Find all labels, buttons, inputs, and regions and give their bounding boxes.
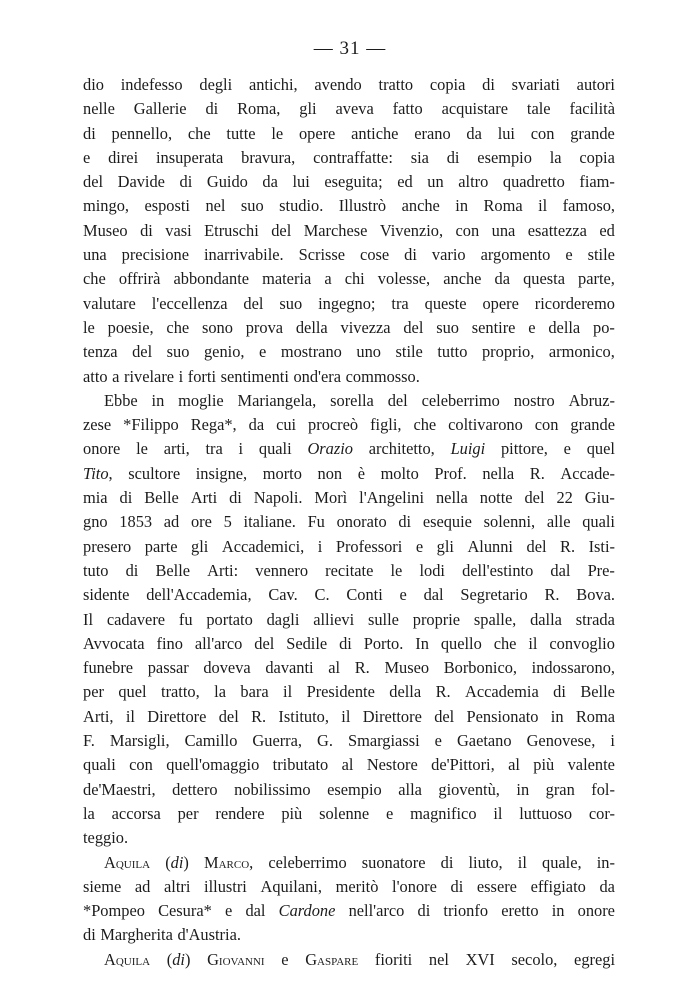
- text-line: che offrirà abbondante materia a chi volesse, anche da questa parte,: [83, 269, 615, 289]
- text-line: mingo, esposti nel suo studio. Illustrò anche in Roma il famoso,: [83, 196, 615, 216]
- text-line: di Margherita d'Austria.: [83, 925, 241, 945]
- text-line: mia di Belle Arti di Napoli. Morì l'Angelini nella notte del 22 Giu-: [83, 488, 615, 508]
- text-line: Museo di vasi Etruschi del Marchese Vivenzio, con una esattezza ed: [83, 220, 615, 240]
- text-line: Avvocata fino all'arco del Sedile di Porto. In quello che il convoglio: [83, 633, 615, 653]
- text-line: quali con quell'omaggio tributato al Nestore de'Pittori, al più valente: [83, 755, 615, 775]
- text-line: funebre passar doveva davanti al R. Museo Borbonico, indossarono,: [83, 658, 615, 678]
- text-line: teggio.: [83, 828, 129, 848]
- text-line: gno 1853 ad ore 5 italiane. Fu onorato di esequie solenni, alle quali: [83, 512, 615, 532]
- text-line: Tito, scultore insigne, morto non è molto Prof. nella R. Accade-: [83, 463, 615, 483]
- text-line: dio indefesso degli antichi, avendo tratto copia di svariati autori: [83, 75, 615, 94]
- text-line: tenza del suo genio, e mostrano uno stile tutto proprio, armonico,: [83, 342, 615, 362]
- body-text: [83, 73, 615, 972]
- text-line: atto a rivelare i forti sentimenti ond'era commosso.: [83, 366, 420, 386]
- text-line: presero parte gli Accademici, i Professori e gli Alunni del R. Isti-: [83, 536, 615, 556]
- text-line: onore le arti, tra i quali Orazio architetto, Luigi pittore, e quel: [83, 439, 615, 459]
- text-line: Aquila (di) Giovanni e Gaspare fioriti nel XVI secolo, egregi: [104, 949, 615, 969]
- text-line: tuto di Belle Arti: vennero recitate le lodi dell'estinto dal Pre-: [83, 560, 615, 580]
- text-line: per quel tratto, la bara il Presidente della R. Accademia di Belle: [83, 682, 615, 702]
- text-line: Arti, il Direttore del R. Istituto, il Direttore del Pensionato in Roma: [83, 706, 615, 726]
- text-line: zese *Filippo Rega*, da cui procreò figli, che coltivarono con grande: [83, 415, 615, 435]
- text-line: F. Marsigli, Camillo Guerra, G. Smargiassi e Gaetano Genovese, i: [83, 731, 615, 751]
- text-line: del Davide di Guido da lui eseguita; ed un altro quadretto fiam-: [83, 172, 615, 192]
- text-line: valutare l'eccellenza del suo ingegno; tra queste opere ricorderemo: [83, 293, 615, 313]
- text-line: e direi insuperata bravura, contraffatte: sia di esempio la copia: [83, 147, 615, 167]
- text-line: di pennello, che tutte le opere antiche erano da lui con grande: [83, 123, 615, 143]
- text-line: sidente dell'Accademia, Cav. C. Conti e dal Segretario R. Bova.: [83, 585, 615, 605]
- text-line: una precisione inarrivabile. Scrisse cose di vario argomento e stile: [83, 245, 615, 265]
- text-line: nelle Gallerie di Roma, gli aveva fatto acquistare tale facilità: [83, 99, 615, 119]
- text-line: Aquila (di) Marco, celeberrimo suonatore di liuto, il quale, in-: [104, 852, 615, 872]
- text-line: de'Maestri, dettero nobilissimo esempio alla gioventù, in gran fol-: [83, 779, 615, 799]
- text-line: Ebbe in moglie Mariangela, sorella del celeberrimo nostro Abruz-: [104, 390, 615, 410]
- text-line: le poesie, che sono prova della vivezza del suo sentire e della po-: [83, 317, 615, 337]
- text-line: sieme ad altri illustri Aquilani, meritò l'onore di essere effigiato da: [83, 876, 615, 896]
- text-line: la accorsa per rendere più solenne e magnifico il luttuoso cor-: [83, 803, 615, 823]
- text-line: Il cadavere fu portato dagli allievi sulle proprie spalle, dalla strada: [83, 609, 615, 629]
- text-line: *Pompeo Cesura* e dal Cardone nell'arco di trionfo eretto in onore: [83, 901, 615, 921]
- page-number: — 31 —: [313, 38, 387, 59]
